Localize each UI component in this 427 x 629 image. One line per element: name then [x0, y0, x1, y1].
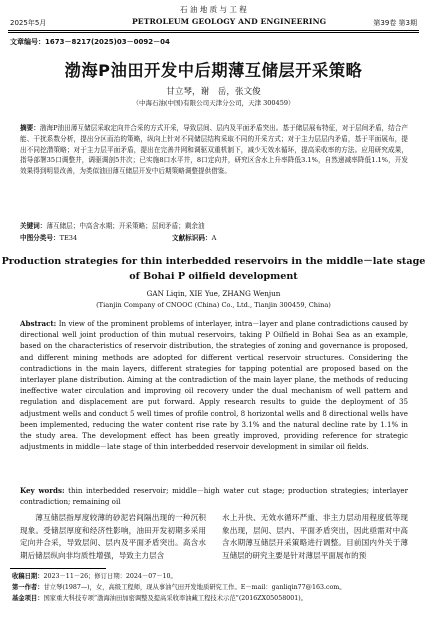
- fund-info: [12, 595, 416, 604]
- class-number-value: TE34: [59, 234, 78, 242]
- keywords-en-text: thin interbedded reservoir; middle－high water cut stage; production strategies; interlayer contradiction; remaining oil: [20, 486, 409, 507]
- keywords-en: [20, 485, 408, 507]
- author-bio-label: 第一作者：: [12, 583, 44, 591]
- body-column-right: 水上升快、无效水循环严重、非主力层动用程度低等现象出现，层间、层内、平面矛盾突出，因此亟需对中高含水期薄互储层开采策略进行调整。目前国内外关于薄互储层的研究主要是针对薄层平面展布的预: [222, 513, 408, 560]
- author-bio-text: 甘立琴(1987—)，女，高级工程师，现从事油气田开发地质研究工作。E－mail：ganliqin77@163.com。: [43, 583, 346, 591]
- received-label: 收稿日期：: [12, 573, 44, 580]
- class-number-label: 中图分类号：: [20, 234, 60, 242]
- affiliation-en: (Tianjin Company of CNOOC (China) Co., Ltd., Tianjin 300459, China): [96, 301, 331, 309]
- volume-issue: 第39卷 第3期: [373, 19, 417, 27]
- affiliation-cn: （中海石油(中国)有限公司天津分公司，天津 300459）: [132, 99, 295, 107]
- footnotes: [12, 573, 416, 603]
- document-code-label: 文献标识码：: [172, 234, 212, 242]
- abstract-en-label: Abstract:: [20, 319, 57, 328]
- document-code: [172, 233, 312, 244]
- keywords-cn: [20, 221, 408, 232]
- article-number: 文章编号：1673－8217(2025)03－0092－04: [10, 38, 170, 46]
- keywords-cn-label: 关键词：: [20, 222, 47, 230]
- keywords-en-label: Key words:: [20, 486, 65, 495]
- authors-en: GAN Liqin, XIE Yue, ZHANG Wenjun: [146, 289, 281, 298]
- abstract-en-text: In view of the prominent problems of interlayer, intra－layer and plane contradictions caused by directional well joint production of thin mutual reservoirs, taking P Oilfield in Bohai Sea as an example, based on the characteristics of reservoir distribution, the strategies of zoning and governance is proposed, and different mining methods are adopted for different vertical reservoir structures. Considering the contradictions in the main layers, different strategies for tapping potential are proposed based on the interlayer plane distribution. Aiming at the contradiction of the main layer plane, the methods of reducing ineffective water circulation and improving oil recovery under the dual mechanism of well pattern and regulation and displacement are put forward. Apply research results to guide the deployment of 35 adjustment wells and conduct 5 well times of profile control, 8 horizontal wells and 8 directional wells have been implemented, reducing the water content rise rate by 3.1% and the natural decline rate by 1.1% in the study area. The development effect has been greatly improved, providing reference for strategic adjustments in middle－late stage of thin interbedded reservoir development in similar oil fields.: [20, 319, 408, 452]
- abstract-cn-text: 渤海P油田薄互储层采取定向井合采的方式开采，导致层间、层内及平面矛盾突出。基于储层展布特征，对于层间矛盾，结合产能、干扰系数分析，提出分区而治的策略，纵向上针对不同储层结构采取不同的开采方式；对于主力层层内矛盾，基于平面展布，提出不同挖潜策略；对于主力层平面矛盾，提出在完善井网和调驱双重机制下，减少无效水循环，提高采收率的方法。应用研究成果，指导部署35口调整井，调驱调剖5井次；已实施8口水平井，8口定向井，研究区含水上升率降低3.1%，自然递减率降低1.1%，开发效果得到明显改善，为类似油田薄互储层开发中后期策略调整提供借鉴。: [20, 124, 409, 176]
- journal-title-en: PETROLEUM GEOLOGY AND ENGINEERING: [132, 17, 327, 26]
- abstract-cn: [20, 123, 408, 177]
- authors-cn: 甘立琴，谢 岳，张文俊: [166, 87, 261, 97]
- fund-text: 国家重大科技专项“渤海油田加密调整及提高采收率油藏工程技术示范”(2016ZX05058001)。: [43, 594, 307, 602]
- received-text: 2023－11－26；修订日期：2024－07－10。: [43, 573, 177, 580]
- document-code-value: A: [211, 234, 217, 242]
- fund-label: 基金项目：: [12, 594, 44, 602]
- header-rule-thin: [8, 32, 419, 33]
- received-date: [12, 573, 416, 582]
- journal-title-cn: 石 油 地 质 与 工 程: [180, 5, 247, 14]
- footnote-rule: [10, 568, 106, 569]
- header-rule: [8, 30, 419, 31]
- author-bio: [12, 584, 416, 593]
- title-cn: 渤海P油田开发中后期薄互储层开采策略: [64, 61, 363, 80]
- title-en-line-1: Production strategies for thin interbedded reservoirs in the middle－late stage: [1, 256, 426, 267]
- keywords-cn-text: 薄互储层；中高含水期；开采策略；层间矛盾；剩余油: [46, 222, 205, 230]
- title-en-line-2: of Bohai P oilfield development: [129, 271, 298, 282]
- abstract-en: [20, 318, 408, 452]
- abstract-cn-label: 摘要：: [20, 124, 40, 132]
- body-column-left: 薄互储层指厚度较薄的砂泥岩间隔出现的一种沉积现象。受储层厚度和经济性影响，油田开发初期多采用定向井合采，导致层间、层内及平面矛盾突出。高含水期后储层纵向非均质性增强，导致主力层含: [20, 513, 206, 560]
- title-en: [0, 254, 427, 284]
- issue-date: 2025年5月: [10, 19, 47, 27]
